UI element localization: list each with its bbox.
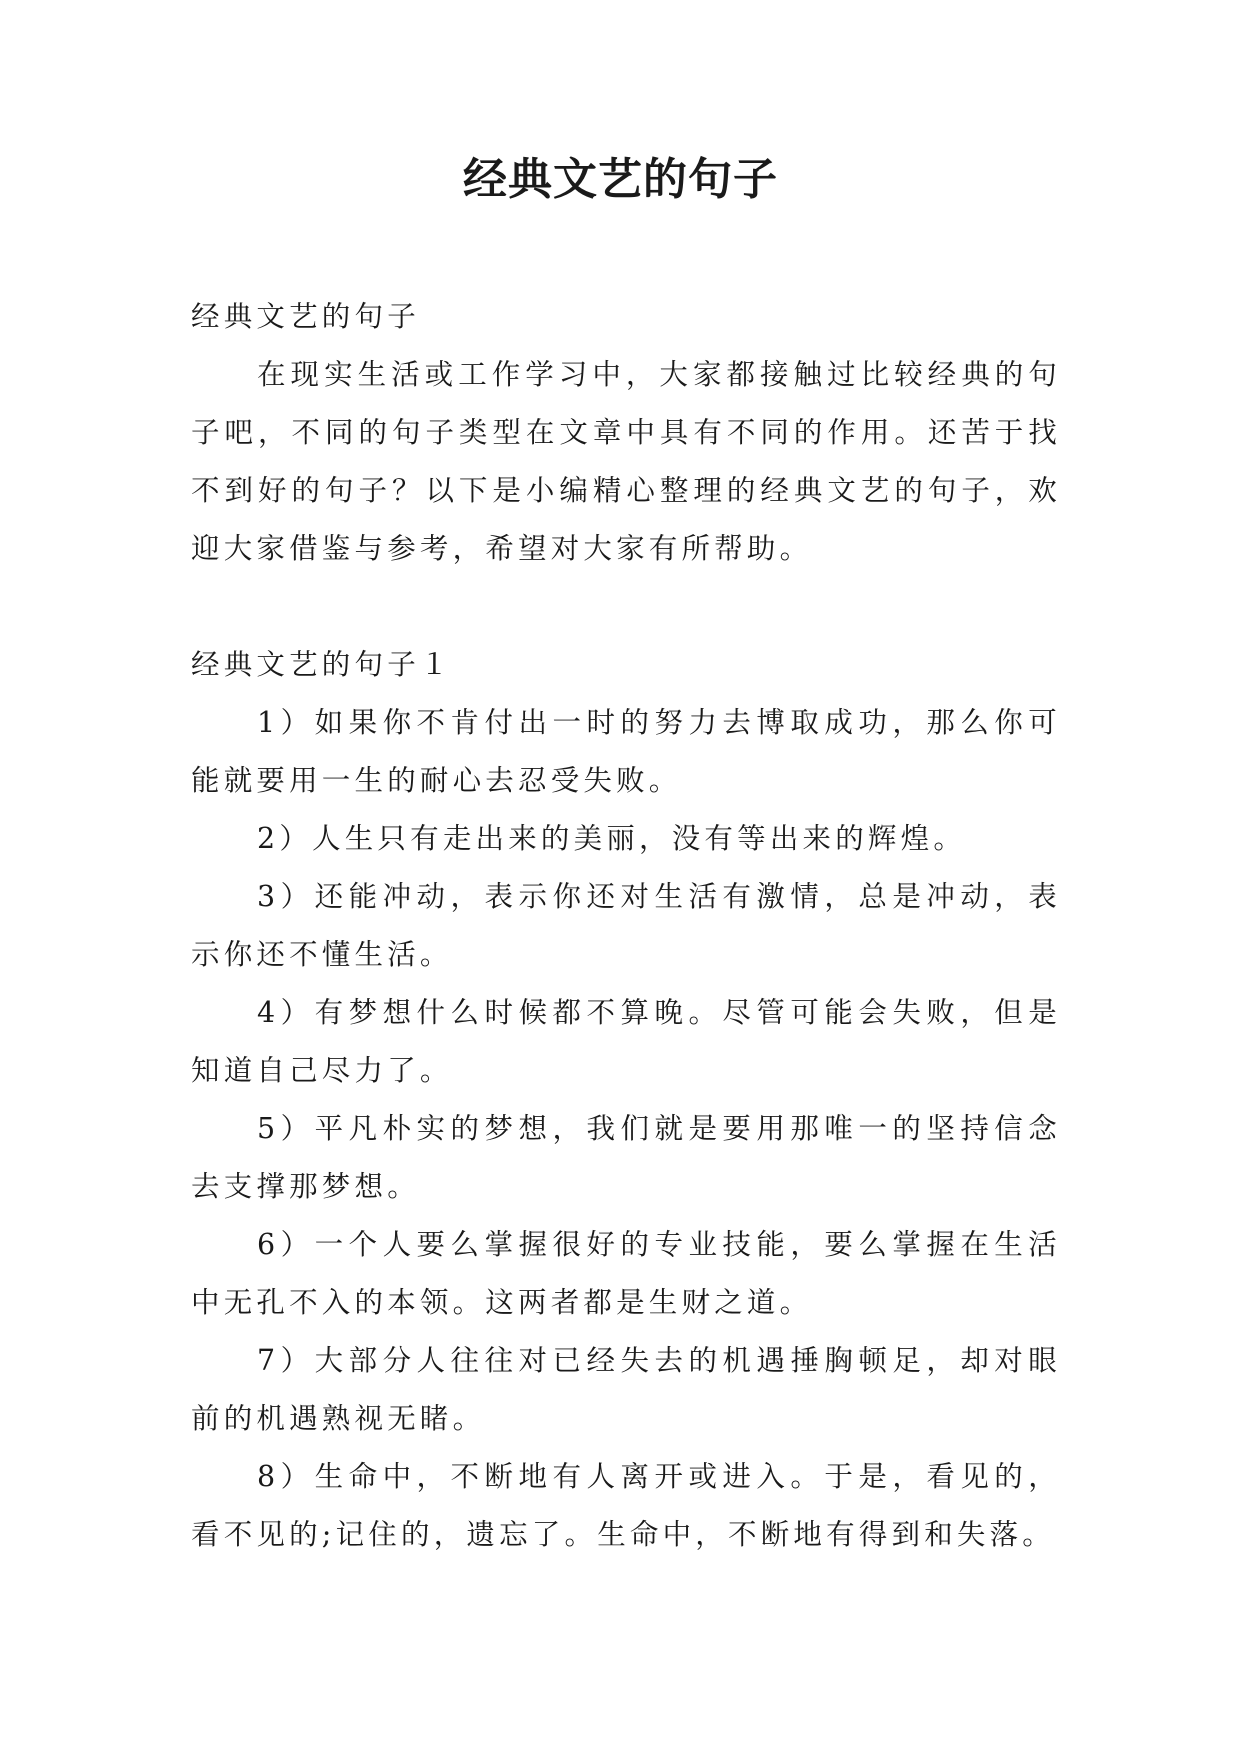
list-item: 5）平凡朴实的梦想，我们就是要用那唯一的坚持信念去支撑那梦想。 (191, 1112, 1061, 1203)
list-item: 3）还能冲动，表示你还对生活有激情，总是冲动，表示你还不懂生活。 (191, 880, 1061, 971)
section-heading: 经典文艺的句子１ (191, 648, 453, 681)
paragraph-gap (191, 578, 1061, 636)
list-item: 2）人生只有走出来的美丽，没有等出来的辉煌。 (257, 822, 967, 855)
list-item: 1）如果你不肯付出一时的努力去博取成功，那么你可能就要用一生的耐心去忍受失败。 (191, 706, 1061, 797)
document-title: 经典文艺的句子 (463, 154, 778, 205)
document-body (191, 288, 1061, 1564)
list-item: 6）一个人要么掌握很好的专业技能，要么掌握在生活中无孔不入的本领。这两者都是生财之道。 (191, 1228, 1061, 1319)
list-item: 7）大部分人往往对已经失去的机遇捶胸顿足，却对眼前的机遇熟视无睹。 (191, 1344, 1061, 1435)
subtitle: 经典文艺的句子 (191, 300, 420, 333)
list-item: 8）生命中，不断地有人离开或进入。于是，看见的，看不见的;记住的，遗忘了。生命中，不断地有得到和失落。 (191, 1460, 1061, 1551)
list-item: 4）有梦想什么时候都不算晚。尽管可能会失败，但是知道自己尽力了。 (191, 996, 1061, 1087)
intro-paragraph: 在现实生活或工作学习中，大家都接触过比较经典的句子吧，不同的句子类型在文章中具有不同的作用。还苦于找不到好的句子？以下是小编精心整理的经典文艺的句子，欢迎大家借鉴与参考，希望对大家有所帮助。 (191, 358, 1061, 565)
